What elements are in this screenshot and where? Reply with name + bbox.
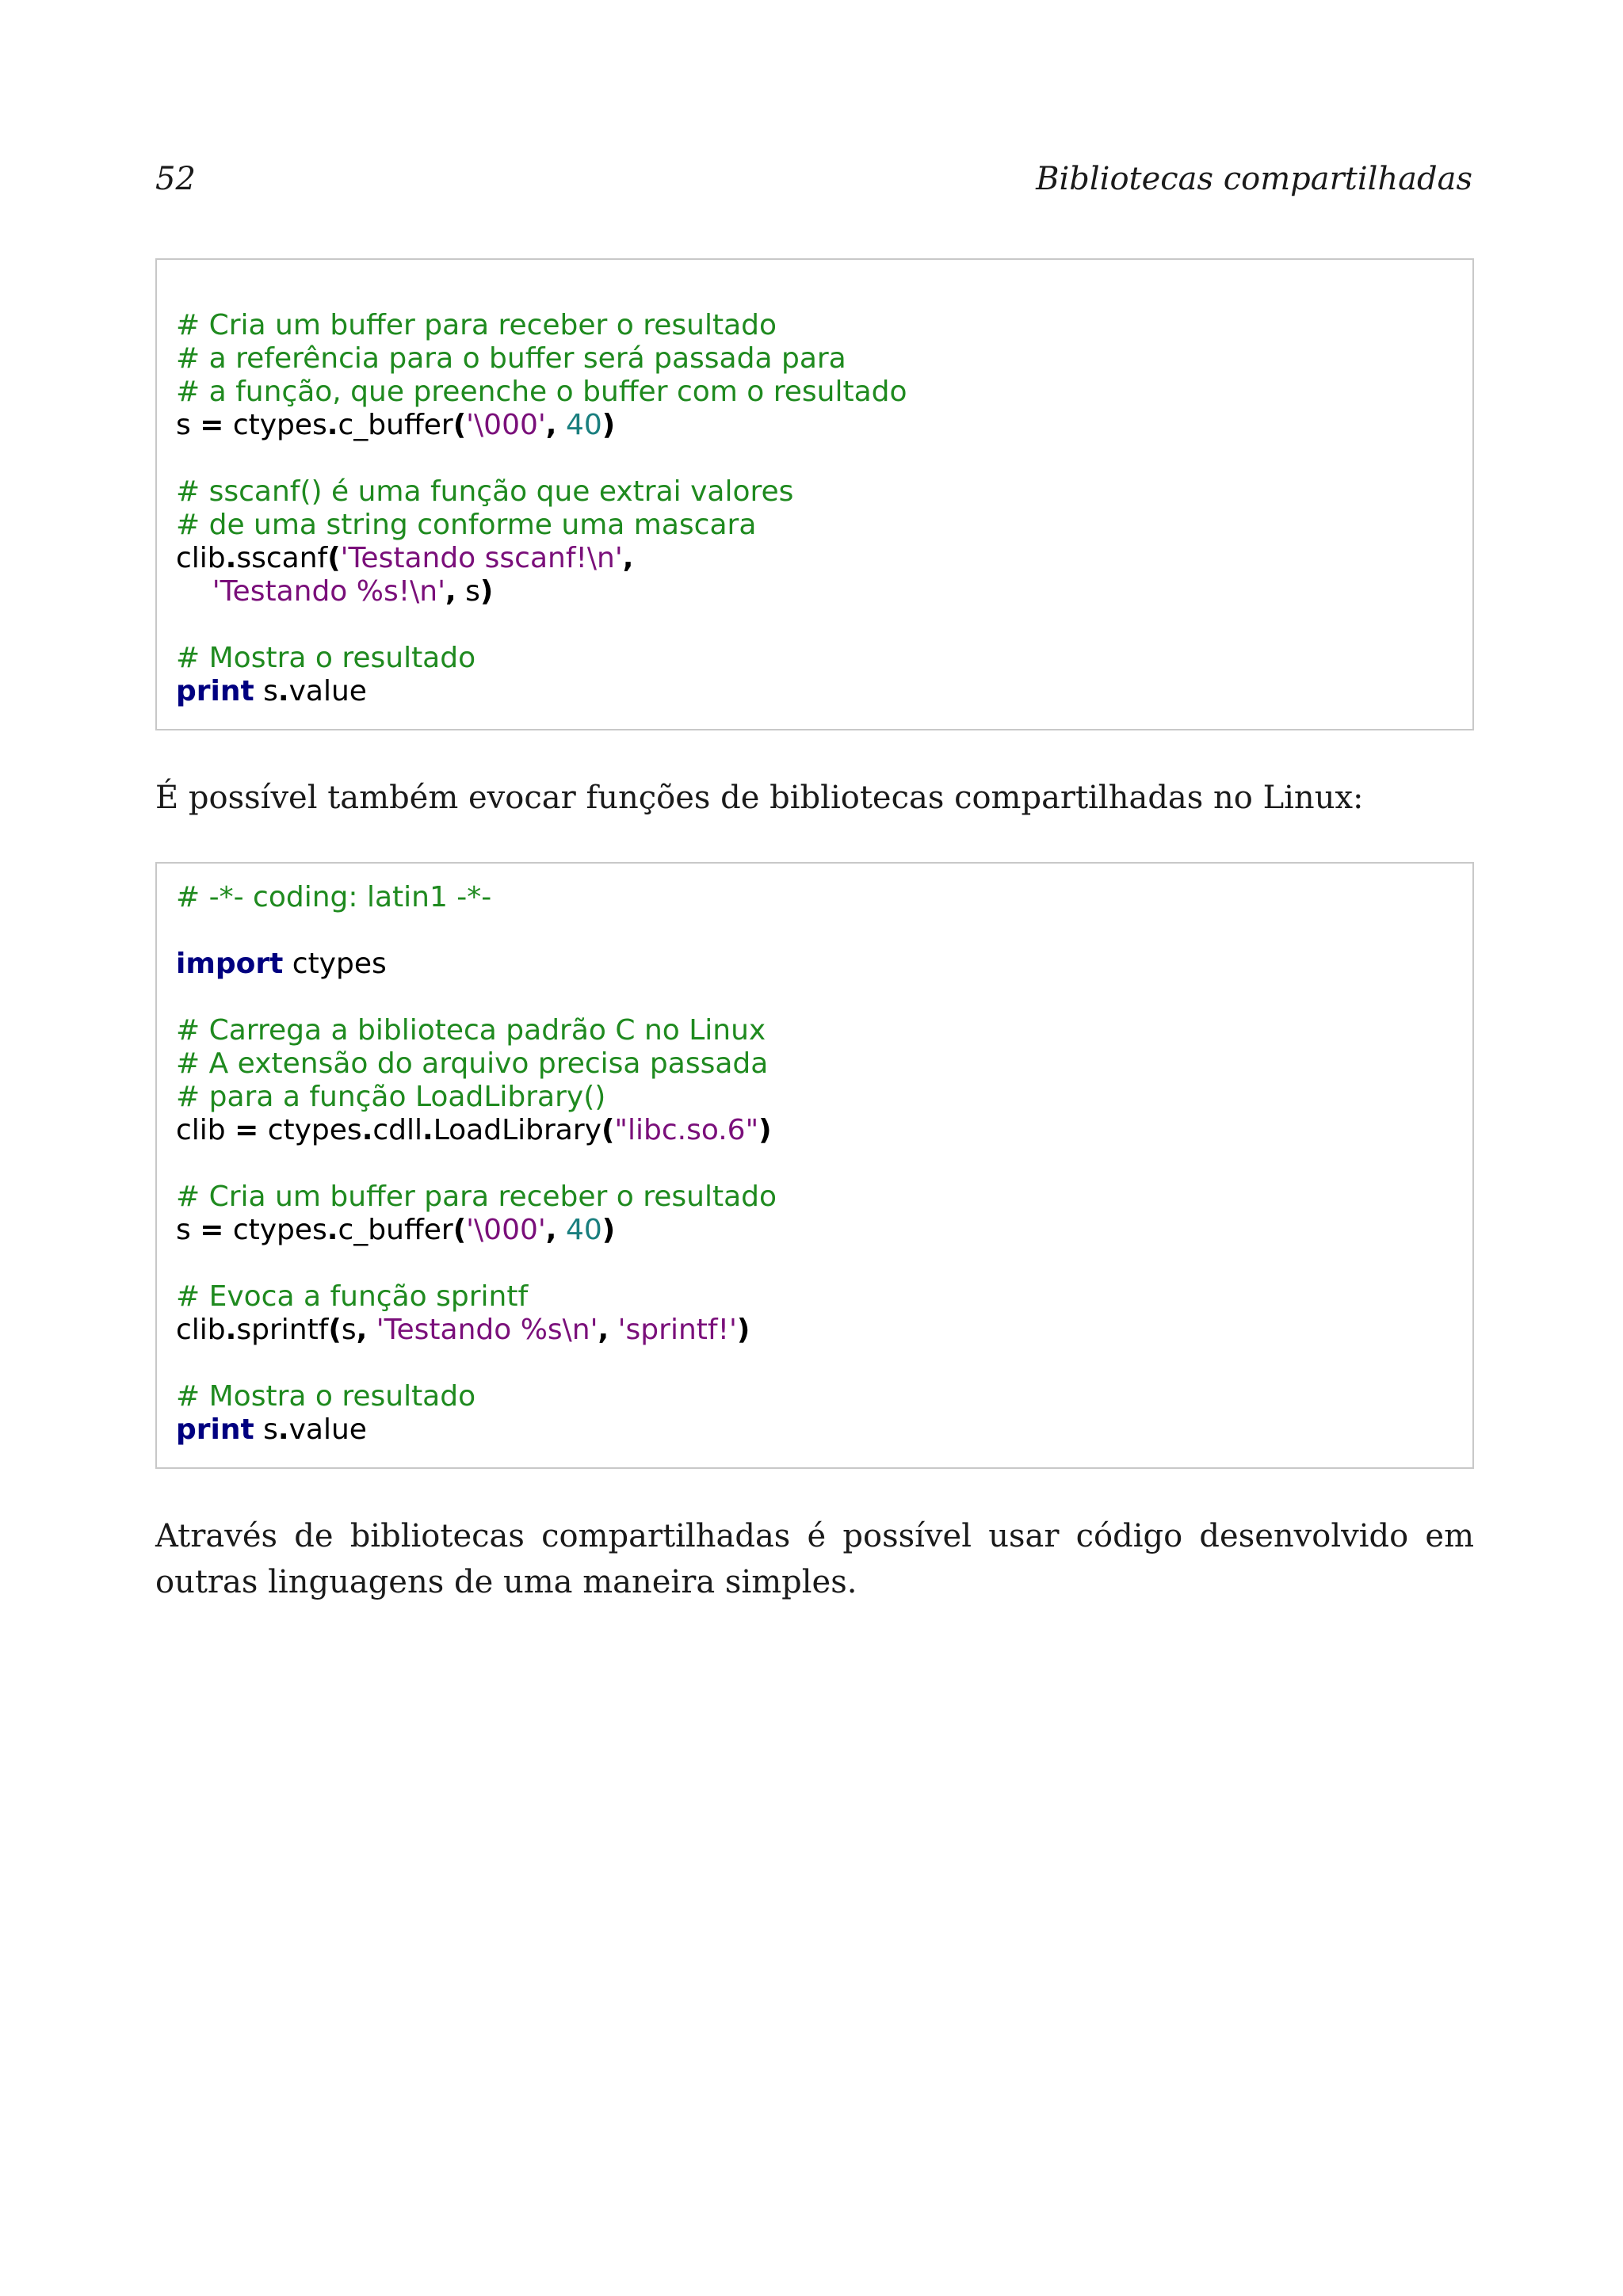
code-token: 40	[565, 409, 602, 441]
code-line	[157, 1047, 1472, 1081]
code-token: .	[225, 1314, 237, 1346]
code-line	[157, 1413, 1472, 1447]
code-token: .	[277, 675, 289, 707]
code-token: ,	[356, 1314, 368, 1346]
paragraph-1: É possível também evocar funções de bibliotecas compartilhadas no Linux:	[155, 780, 1364, 816]
code-token: =	[200, 409, 224, 441]
code-token: import	[176, 948, 284, 980]
page-number: 52	[155, 161, 196, 197]
code-token: '\000'	[466, 409, 546, 441]
code-token: )	[601, 409, 616, 441]
code-token: # Carrega a biblioteca padrão C no Linux	[176, 1014, 766, 1047]
code-token: s	[254, 1413, 278, 1446]
code-token: value	[288, 675, 367, 707]
code-token: # Cria um buffer para receber o resultado	[176, 1180, 777, 1213]
code-token: s	[176, 409, 200, 441]
code-token: '\000'	[466, 1214, 546, 1246]
code-line	[157, 1214, 1472, 1247]
code-token: clib	[176, 1114, 235, 1146]
code-token: .	[327, 409, 338, 441]
paragraph-2: Através de bibliotecas compartilhadas é possível usar código desenvolvido em outras linguagens de uma maneira simples.	[155, 1518, 1474, 1600]
code-token: # Mostra o resultado	[176, 642, 476, 674]
code-token: cdll	[372, 1114, 423, 1146]
code-token: )	[736, 1314, 750, 1346]
code-token: ctypes	[258, 1114, 362, 1146]
code-token: LoadLibrary	[433, 1114, 601, 1146]
code-token: .	[361, 1114, 373, 1146]
code-token: .	[422, 1114, 433, 1146]
code-token: ,	[545, 1214, 557, 1246]
code-token: clib	[176, 542, 226, 574]
code-line	[157, 642, 1472, 675]
code-line	[157, 1280, 1472, 1314]
code-block-2	[155, 862, 1474, 1469]
code-token: ,	[622, 542, 634, 574]
code-token: s	[176, 1214, 200, 1246]
code-token: 'Testando sscanf!\n'	[340, 542, 623, 574]
code-token: s	[254, 675, 278, 707]
code-line	[157, 675, 1472, 708]
code-token: # de uma string conforme uma mascara	[176, 509, 757, 541]
code-token: (	[453, 1214, 467, 1246]
code-line	[157, 442, 1472, 475]
code-token: print	[176, 1413, 254, 1446]
code-line	[157, 509, 1472, 542]
code-line	[157, 1114, 1472, 1147]
code-line	[157, 1314, 1472, 1347]
code-token: (	[328, 1314, 342, 1346]
code-line	[157, 575, 1472, 608]
code-token	[556, 409, 565, 441]
code-line	[157, 1180, 1472, 1214]
code-token: s	[341, 1314, 357, 1346]
code-line	[157, 1347, 1472, 1380]
code-token: # a função, que preenche o buffer com o resultado	[176, 376, 907, 408]
code-line	[157, 1247, 1472, 1280]
code-line	[157, 1081, 1472, 1114]
code-token	[556, 1214, 565, 1246]
code-token: ctypes	[223, 409, 327, 441]
code-token: print	[176, 675, 254, 707]
code-token: .	[327, 1214, 338, 1246]
code-token: # a referência para o buffer será passada para	[176, 342, 846, 375]
code-token: s	[456, 575, 480, 608]
code-token	[609, 1314, 617, 1346]
code-line	[157, 1380, 1472, 1413]
code-token: (	[453, 409, 467, 441]
code-token: sprintf	[236, 1314, 329, 1346]
code-token: ,	[445, 575, 456, 608]
code-token: c_buffer	[338, 1214, 453, 1246]
code-token: )	[758, 1114, 772, 1146]
code-token: "libc.so.6"	[614, 1114, 759, 1146]
code-line	[157, 881, 1472, 914]
code-token: # Mostra o resultado	[176, 1380, 476, 1413]
code-line	[157, 1147, 1472, 1180]
code-token: clib	[176, 1314, 226, 1346]
code-token: 'Testando %s\n'	[376, 1314, 598, 1346]
code-line	[157, 309, 1472, 342]
code-line	[157, 542, 1472, 575]
code-token: (	[327, 542, 341, 574]
code-token: # Cria um buffer para receber o resultado	[176, 309, 777, 341]
code-token: ,	[598, 1314, 609, 1346]
code-token: c_buffer	[338, 409, 453, 441]
code-line	[157, 475, 1472, 509]
code-token: sscanf	[236, 542, 328, 574]
code-line	[157, 409, 1472, 442]
code-token: (	[601, 1114, 615, 1146]
code-line	[157, 608, 1472, 642]
code-token	[176, 575, 212, 608]
code-block-1	[155, 258, 1474, 730]
code-token: 40	[565, 1214, 602, 1246]
code-token: .	[277, 1413, 289, 1446]
code-token: )	[601, 1214, 616, 1246]
code-token: 'Testando %s!\n'	[212, 575, 446, 608]
code-token: ctypes	[223, 1214, 327, 1246]
code-token: =	[200, 1214, 224, 1246]
code-line	[157, 1014, 1472, 1047]
chapter-title: Bibliotecas compartilhadas	[1036, 161, 1472, 197]
code-token	[367, 1314, 376, 1346]
code-token: # Evoca a função sprintf	[176, 1280, 529, 1313]
code-token: # sscanf() é uma função que extrai valores	[176, 475, 794, 508]
code-line	[157, 981, 1472, 1014]
code-token: # -*- coding: latin1 -*-	[176, 881, 492, 913]
code-token: ctypes	[283, 948, 387, 980]
code-line	[157, 914, 1472, 948]
code-token: # A extensão do arquivo precisa passada	[176, 1047, 769, 1080]
code-line	[157, 342, 1472, 376]
code-token: ,	[545, 409, 557, 441]
code-token: # para a função LoadLibrary()	[176, 1081, 606, 1113]
code-line	[157, 376, 1472, 409]
code-token: )	[479, 575, 494, 608]
code-token: .	[225, 542, 237, 574]
code-token: =	[235, 1114, 259, 1146]
code-line	[157, 948, 1472, 981]
code-token: value	[288, 1413, 367, 1446]
code-token: 'sprintf!'	[617, 1314, 737, 1346]
